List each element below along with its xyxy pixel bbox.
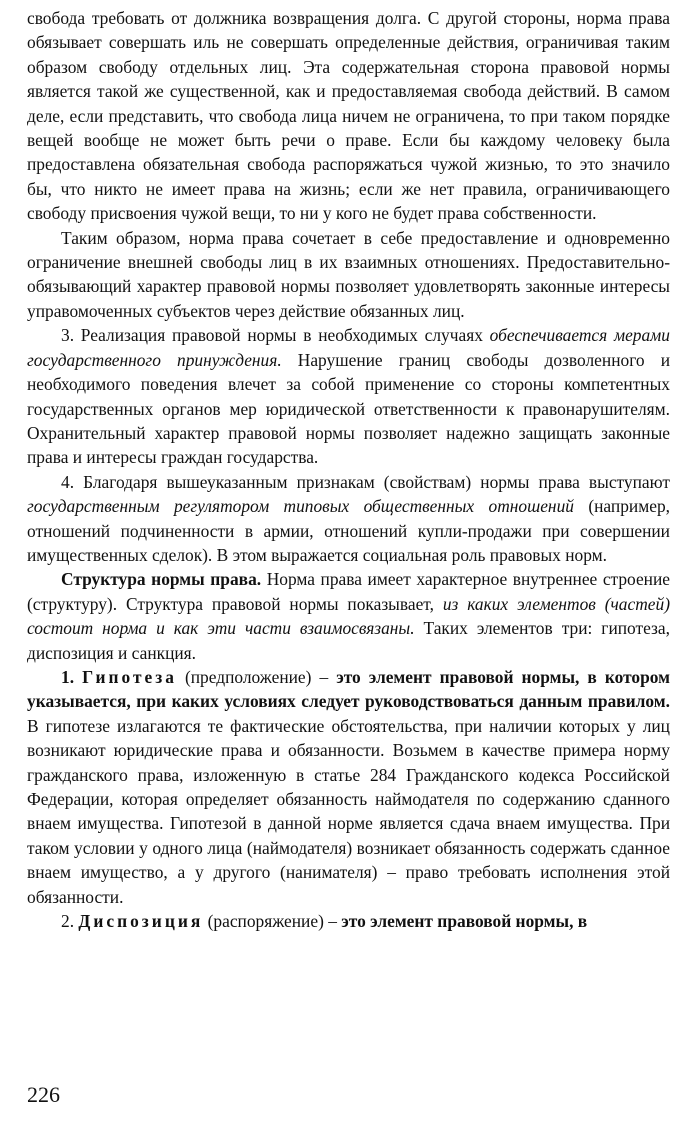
text-run: Гипотеза — [82, 666, 177, 687]
text-run: 4. Благодаря вышеуказанным признакам (свойствам) нормы права выступают — [61, 471, 670, 492]
text-run: Норма права имеет характерное внутреннее строение (структуру). Структура правовой нормы показывает, — [27, 569, 671, 614]
text-run: обеспечивается мерами государственного принуждения. — [27, 325, 670, 370]
paragraph — [27, 567, 670, 665]
paragraph — [27, 323, 670, 469]
text-run: Диспозиция — [78, 911, 204, 932]
text-run: (распоряжение) – — [203, 911, 342, 932]
text-run: государственным регулятором типовых общественных отношений — [27, 496, 574, 517]
paragraph — [27, 470, 670, 568]
text-run: Структура нормы права. — [61, 569, 262, 590]
text-run: 1. — [61, 666, 83, 687]
text-run: (например, отношений подчиненности в армии, отношений купли-продажи при совершении имущественных сделок). В этом выражается социальная роль правовых норм. — [27, 496, 670, 565]
text-run: Таких элементов три: гипотеза, диспозиция и санкция. — [27, 618, 670, 663]
text-run: 3. Реализация правовой нормы в необходимых случаях — [61, 325, 490, 346]
paragraph — [27, 665, 670, 909]
body-text — [27, 6, 670, 933]
text-run: 2. — [61, 911, 79, 932]
text-run: В гипотезе излагаются те фактические обстоятельства, при наличии которых у лиц возникают юридические права и обязанности. Возьмем в качестве примера норму гражданского права, изложенную в статье 284 Гражданского кодекса Российской Федерации, которая определяет обязанность наймодателя по содержанию сданного внаем имущества. Гипотезой в данной норме является сдача внаем имущества. При таком условии у одного лица (наймодателя) возникает обязанность содержать сданное внаем имущество, а у другого (нанимателя) – право требовать исполнения этой обязанности. — [27, 715, 670, 907]
text-run: это элемент правовой нормы, в котором указывается, при каких условиях следует руководствоваться данным правилом. — [27, 666, 670, 712]
text-run: (предположение) – — [176, 666, 337, 687]
paragraph — [27, 6, 670, 226]
paragraph — [27, 226, 670, 324]
text-run: Нарушение границ свободы дозволенного и необходимого поведения влечет за собой применение со стороны компетентных государственных органов мер юридической ответственности к правонарушителям. Охранительный характер правовой нормы позволяет надежно защищать законные права и интересы граждан государства. — [27, 349, 670, 468]
text-run: это элемент правовой нормы, в — [341, 911, 588, 932]
text-run: из каких элементов (частей) состоит норма и как эти части взаимосвязаны. — [27, 593, 670, 639]
text-run: Таким образом, норма права сочетает в себе предоставление и одновременно ограничение внешней свободы лиц в их взаимных отношениях. Предоставительно-обязывающий характер правовой нормы позволяет удовлетворять законные интересы управомоченных субъектов через действие обязанных лиц. — [27, 227, 670, 321]
text-run: свобода требовать от должника возвращения долга. С другой стороны, норма права обязывает совершать иль не совершать определенные действия, ограничивая таким образом свободу отдельных лиц. Эта содержательная сторона правовой нормы является такой же существенной, как и предоставляемая свобода действий. В самом деле, если представить, что свобода лица ничем не ограничена, то при таком порядке вещей вообще не может быть речи о праве. Если бы каждому человеку была предоставлена обязательная свобода распоряжаться чужой жизнью, то это значило бы, что никто не имеет права на жизнь; если же нет правила, ограничивающего свободу присвоения чужой вещи, то ни у кого не будет права собственности. — [27, 8, 670, 224]
page-number: 226 — [27, 1082, 60, 1107]
paragraph — [27, 909, 670, 933]
